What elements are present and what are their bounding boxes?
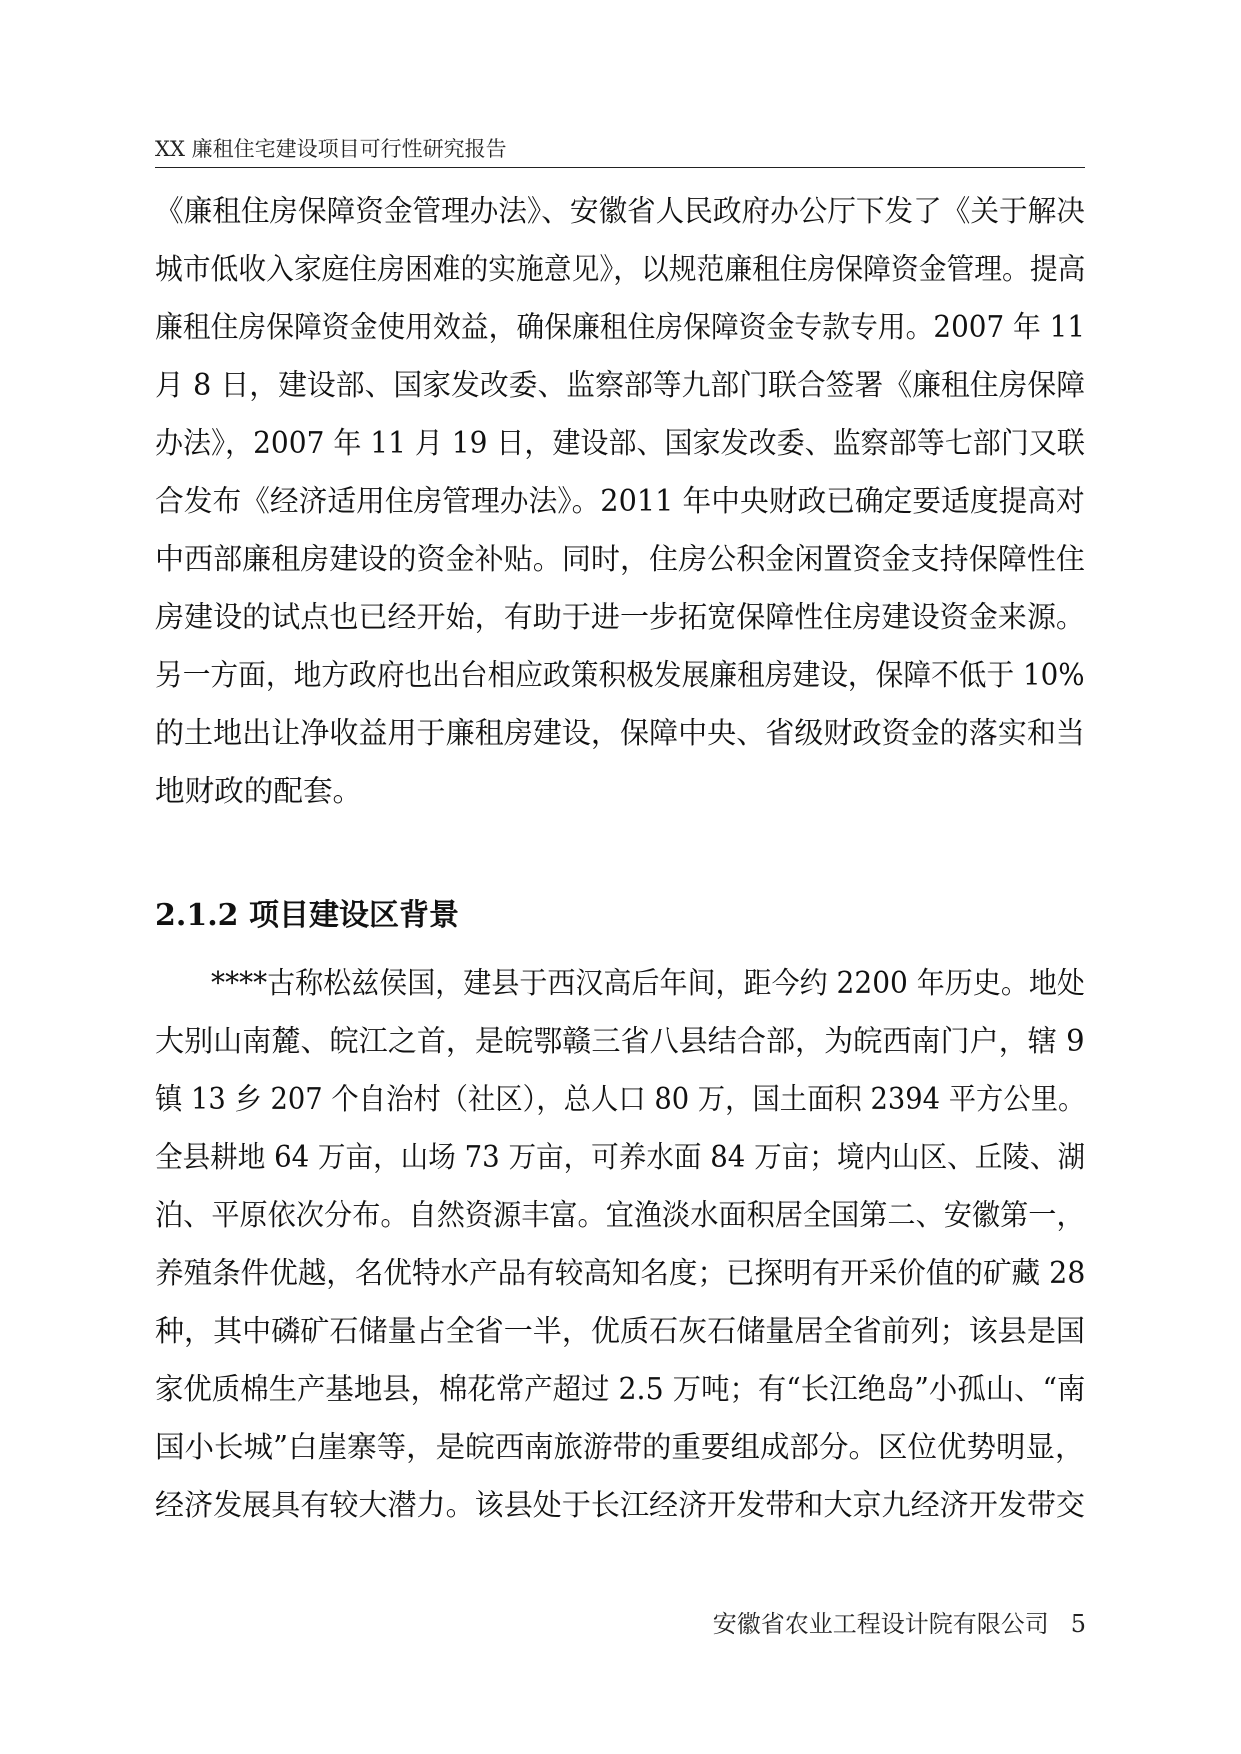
paragraph-2-line: 泊、平原依次分布。自然资源丰富。宜渔淡水面积居全国第二、安徽第一， — [155, 1198, 1085, 1232]
header-divider — [155, 167, 1085, 168]
footer-company: 安徽省农业工程设计院有限公司 — [712, 1610, 1049, 1638]
paragraph-2-line: 养殖条件优越，名优特水产品有较高知名度；已探明有开采价值的矿藏 28 — [155, 1256, 1085, 1290]
paragraph-1-line: 廉租住房保障资金使用效益，确保廉租住房保障资金专款专用。2007 年 11 — [155, 310, 1085, 344]
paragraph-1-line: 月 8 日，建设部、国家发改委、监察部等九部门联合签署《廉租住房保障 — [155, 368, 1085, 402]
paragraph-1-line: 的土地出让净收益用于廉租房建设，保障中央、省级财政资金的落实和当 — [155, 716, 1085, 750]
paragraph-2-line: 家优质棉生产基地县，棉花常产超过 2.5 万吨；有“长江绝岛”小孤山、“南 — [155, 1372, 1085, 1406]
paragraph-1-line: 城市低收入家庭住房困难的实施意见》，以规范廉租住房保障资金管理。提高 — [155, 252, 1085, 286]
paragraph-2-line: ****古称松兹侯国，建县于西汉高后年间，距今约 2200 年历史。地处 — [155, 966, 1085, 1000]
page-footer — [713, 1604, 1086, 1644]
paragraph-1-line: 中西部廉租房建设的资金补贴。同时，住房公积金闲置资金支持保障性住 — [155, 542, 1085, 576]
paragraph-2-line: 经济发展具有较大潜力。该县处于长江经济开发带和大京九经济开发带交 — [155, 1488, 1085, 1522]
paragraph-2-line: 种，其中磷矿石储量占全省一半，优质石灰石储量居全省前列；该县是国 — [155, 1314, 1085, 1348]
paragraph-1-line: 另一方面，地方政府也出台相应政策积极发展廉租房建设，保障不低于 10% — [155, 658, 1085, 692]
paragraph-2-line: 全县耕地 64 万亩，山场 73 万亩，可养水面 84 万亩；境内山区、丘陵、湖 — [155, 1140, 1085, 1174]
section-heading: 2.1.2 项目建设区背景 — [155, 898, 459, 933]
paragraph-2-line: 大别山南麓、皖江之首，是皖鄂赣三省八县结合部，为皖西南门户，辖 9 — [155, 1024, 1085, 1058]
page-number: 5 — [1070, 1610, 1086, 1638]
paragraph-1-line: 办法》，2007 年 11 月 19 日，建设部、国家发改委、监察部等七部门又联 — [155, 426, 1085, 460]
paragraph-2-line: 国小长城”白崖寨等，是皖西南旅游带的重要组成部分。区位优势明显， — [155, 1430, 1085, 1464]
paragraph-1-line: 《廉租住房保障资金管理办法》、安徽省人民政府办公厅下发了《关于解决 — [155, 194, 1085, 228]
running-header: XX 廉租住宅建设项目可行性研究报告 — [155, 137, 507, 161]
paragraph-1-line: 地财政的配套。 — [155, 774, 363, 808]
paragraph-1-line: 房建设的试点也已经开始，有助于进一步拓宽保障性住房建设资金来源。 — [155, 600, 1085, 634]
paragraph-2-line: 镇 13 乡 207 个自治村（社区），总人口 80 万，国土面积 2394 平方公里。 — [155, 1082, 1085, 1116]
paragraph-1-line: 合发布《经济适用住房管理办法》。2011 年中央财政已确定要适度提高对 — [155, 484, 1085, 518]
